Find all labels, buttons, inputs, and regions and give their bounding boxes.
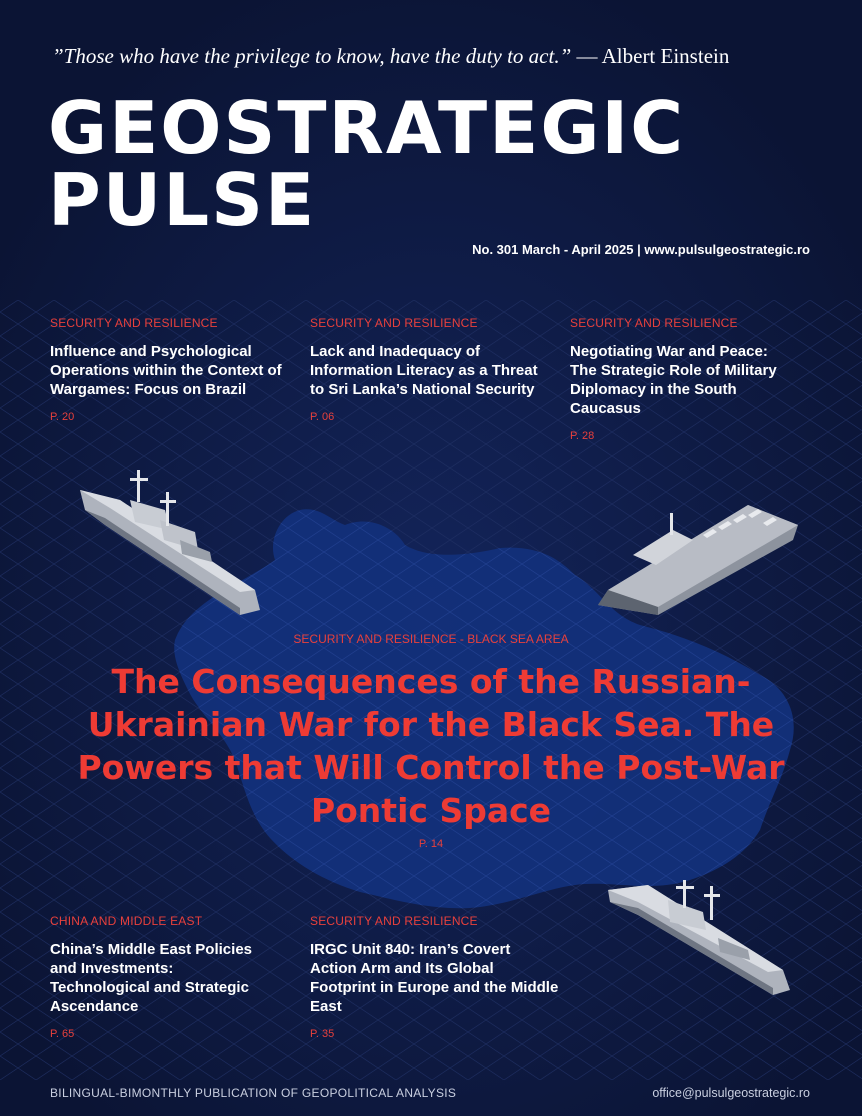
article-category: SECURITY AND RESILIENCE bbox=[50, 316, 218, 330]
publication-tagline: BILINGUAL-BIMONTHLY PUBLICATION OF GEOPOLITICAL ANALYSIS bbox=[50, 1086, 457, 1100]
epigraph-quote bbox=[52, 44, 832, 69]
feature-title[interactable]: The Consequences of the Russian-Ukrainian War for the Black Sea. The Powers that Will Control the Post-War Pontic Space bbox=[77, 662, 785, 830]
quote-text: ”Those who have the privilege to know, have the duty to act.” bbox=[52, 44, 572, 68]
masthead-line-1: GEOSTRATEGIC bbox=[48, 86, 686, 170]
article-category: SECURITY AND RESILIENCE bbox=[310, 914, 478, 928]
feature-page: P. 14 bbox=[418, 838, 444, 850]
article-teaser-1[interactable] bbox=[50, 316, 300, 423]
article-teaser-2[interactable] bbox=[310, 316, 550, 423]
article-title: IRGC Unit 840: Iran’s Covert Action Arm and Its Global Footprint in Europe and the Middle East bbox=[310, 941, 559, 1015]
article-page: P. 65 bbox=[50, 1028, 75, 1040]
contact-email[interactable]: office@pulsulgeostrategic.ro bbox=[652, 1086, 810, 1100]
article-title: China’s Middle East Policies and Investments: Technological and Strategic Ascendance bbox=[50, 941, 253, 1015]
masthead bbox=[48, 86, 848, 242]
article-category: SECURITY AND RESILIENCE bbox=[310, 316, 478, 330]
quote-author: — Albert Einstein bbox=[571, 44, 730, 68]
article-title: Lack and Inadequacy of Information Literacy as a Threat to Sri Lanka’s National Security bbox=[310, 343, 538, 398]
issue-info: No. 301 March - April 2025 | www.pulsulgeostrategic.ro bbox=[472, 242, 810, 257]
article-page: P. 35 bbox=[310, 1028, 335, 1040]
article-teaser-3[interactable] bbox=[570, 316, 790, 442]
article-page: P. 28 bbox=[570, 430, 595, 442]
masthead-line-2: PULSE bbox=[48, 158, 317, 242]
article-title: Influence and Psychological Operations within the Context of Wargames: Focus on Brazil bbox=[50, 343, 282, 398]
article-page: P. 20 bbox=[50, 411, 75, 423]
article-category: CHINA AND MIDDLE EAST bbox=[50, 914, 203, 928]
article-title: Negotiating War and Peace: The Strategic Role of Military Diplomacy in the South Caucasus bbox=[570, 343, 777, 417]
article-teaser-4[interactable] bbox=[50, 914, 265, 1040]
article-page: P. 06 bbox=[310, 411, 335, 423]
article-teaser-5[interactable] bbox=[310, 914, 560, 1040]
article-category: SECURITY AND RESILIENCE bbox=[570, 316, 738, 330]
feature-category: SECURITY AND RESILIENCE - BLACK SEA AREA bbox=[293, 632, 569, 646]
